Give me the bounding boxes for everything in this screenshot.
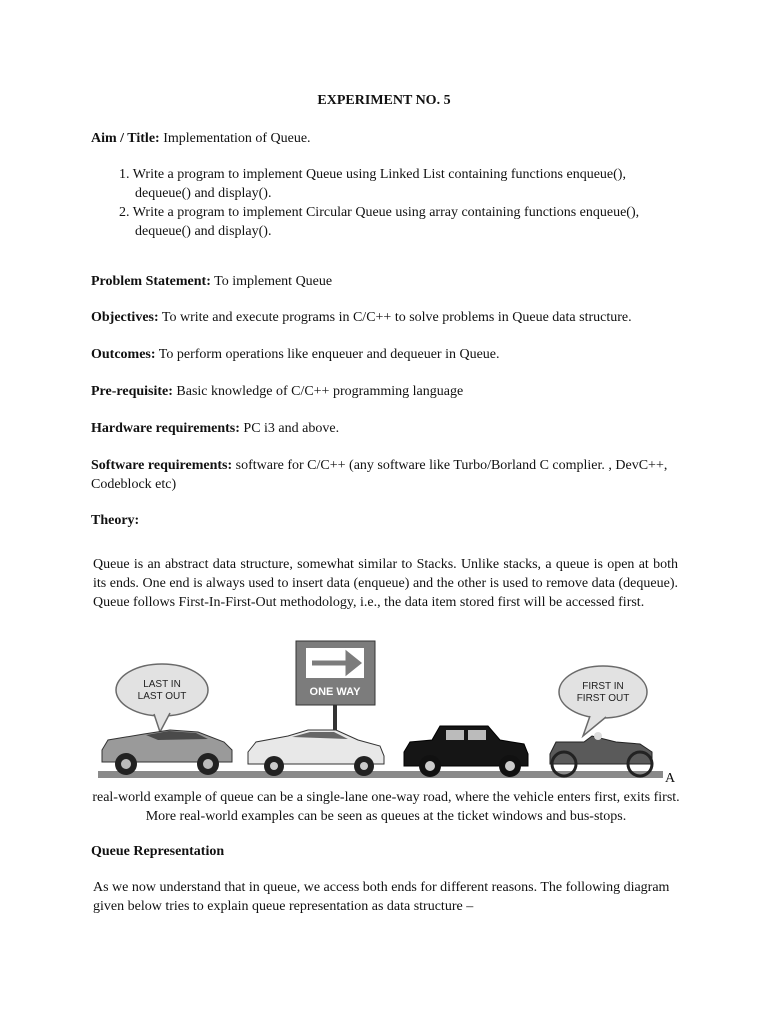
prereq-text: Basic knowledge of C/C++ programming language bbox=[172, 384, 464, 399]
representation-paragraph: As we now understand that in queue, we access both ends for different reasons. The following diagram given below tries to explain queue representation as data structure – bbox=[93, 880, 670, 914]
problem-statement bbox=[91, 272, 681, 291]
outcomes-label: Outcomes: bbox=[91, 347, 156, 362]
vintage-sedan bbox=[404, 726, 528, 777]
caption-lead: A bbox=[665, 771, 676, 786]
task-text: Write a program to implement Queue using Linked List containing functions enqueue(), dequeue() and display(). bbox=[132, 167, 626, 201]
sports-car bbox=[102, 730, 232, 775]
theory-paragraph: Queue is an abstract data structure, somewhat similar to Stacks. Unlike stacks, a queue is open at both its ends. One end is always used to insert data (enqueue) and the other is used to remove data (dequeue). Queue follows First-In-First-Out methodology, i.e., the data item stored first will be accessed first. bbox=[93, 557, 678, 610]
task-number: 2. bbox=[119, 205, 130, 220]
representation-heading-text: Queue Representation bbox=[91, 844, 225, 859]
task-list bbox=[113, 165, 683, 241]
objectives-text: To write and execute programs in C/C++ to solve problems in Queue data structure. bbox=[158, 310, 632, 325]
outcomes-text: To perform operations like enqueuer and dequeuer in Queue. bbox=[155, 347, 500, 362]
speech-bubble-left bbox=[116, 664, 208, 732]
hardware-requirements bbox=[91, 419, 681, 438]
software-label: Software requirements: bbox=[91, 458, 233, 473]
bubble-right-line2: FIRST OUT bbox=[576, 693, 630, 704]
prerequisite bbox=[91, 382, 681, 401]
software-text: software for C/C++ (any software like Turbo/Borland C complier. , DevC++, Codeblock etc) bbox=[91, 458, 668, 492]
speech-bubble-right bbox=[559, 666, 647, 736]
bubble-right-line1: FIRST IN bbox=[582, 681, 624, 692]
antique-roadster bbox=[550, 732, 652, 776]
software-requirements bbox=[91, 456, 681, 494]
illustration-caption: real-world example of queue can be a single-lane one-way road, where the vehicle enters first, exits first. More real-world examples can be seen as queues at the ticket windows and bus-stops. bbox=[92, 790, 680, 824]
objectives bbox=[91, 308, 681, 327]
task-text: Write a program to implement Circular Queue using array containing functions enqueue(), dequeue() and display(). bbox=[132, 205, 640, 239]
aim-label: Aim / Title: bbox=[91, 131, 160, 146]
objectives-label: Objectives: bbox=[91, 310, 159, 325]
hardware-text: PC i3 and above. bbox=[239, 421, 340, 436]
theory-heading-text: Theory: bbox=[91, 513, 140, 528]
aim-text: Implementation of Queue. bbox=[159, 131, 311, 146]
road bbox=[98, 771, 663, 778]
outcomes bbox=[91, 345, 681, 364]
queue-representation-heading bbox=[91, 842, 681, 861]
theory-heading bbox=[91, 511, 681, 530]
page-title: EXPERIMENT NO. 5 bbox=[317, 93, 451, 108]
bubble-left-line2: LAST OUT bbox=[137, 691, 187, 702]
coupe-car bbox=[248, 730, 384, 776]
aim-line bbox=[91, 129, 681, 148]
bubble-left-line1: LAST IN bbox=[143, 679, 181, 690]
hardware-label: Hardware requirements: bbox=[91, 421, 240, 436]
problem-label: Problem Statement: bbox=[91, 274, 211, 289]
task-item-2 bbox=[113, 203, 683, 241]
one-way-road-illustration bbox=[96, 638, 671, 784]
prereq-label: Pre-requisite: bbox=[91, 384, 173, 399]
task-number: 1. bbox=[119, 167, 130, 182]
task-item-1 bbox=[113, 165, 683, 203]
sign-text: ONE WAY bbox=[309, 686, 361, 698]
problem-text: To implement Queue bbox=[210, 274, 333, 289]
